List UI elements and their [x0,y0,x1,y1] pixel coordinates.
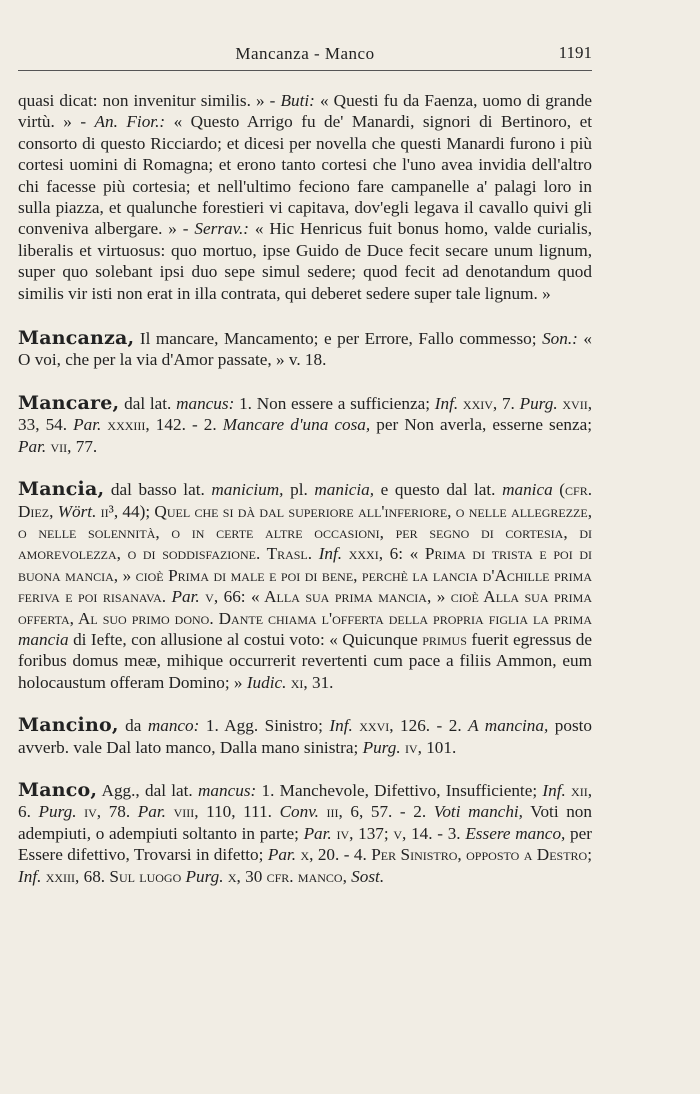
source-ref: Son.: [542,329,578,349]
source-ref: Purg. [519,393,558,413]
text-span: 1. Non essere a sufficienza; [234,393,435,413]
text-span: Agg., dal lat. [97,780,198,800]
continuation-paragraph [18,90,592,304]
entry-manco [18,780,592,887]
source-ref: Inf. [329,716,353,736]
text-span: pl. [283,480,315,500]
source-ref: Serrav.: [194,219,249,239]
text-span: fuerit egressus de foribus domus meæ, mihique occurrerit revertenti cum pace a filiis Ammon, eum holocaustum offeram Domino; » [18,629,592,692]
lemma-mancino: Mancino, [18,714,119,737]
source-ref: Purg. [362,737,401,757]
text-span: dal basso lat. [104,480,212,500]
small-caps-word: prima [553,608,592,628]
lemma-mancanza: Mancanza, [18,327,135,350]
phrase: mancia [18,629,69,649]
text-span: iv, 137; v, 14. - 3. [331,823,466,843]
text-span: xxiv, 7. [458,393,520,413]
text-span: x, 30 cfr. [223,866,298,886]
text-span: xvii, 33, 54. [18,393,592,435]
text-span: per Essere difettivo, Trovarsi in difetto; [18,823,593,865]
source-ref: Inf. [318,544,343,564]
text-span: e questo dal lat. [374,480,503,500]
etymon: manicia, [314,480,375,500]
text-span: xi, 31. [286,672,334,692]
text-span: (cfr. Diez, [18,480,592,521]
small-caps-word: primus [422,629,467,649]
text-span: « O voi, che per la via d'Amor passate, » v. 18. [18,329,592,370]
source-ref: Par. [267,845,297,865]
text-span: 1. Agg. Sinistro; [199,716,330,736]
source-ref: Sost. [351,866,385,886]
lemma-manco: Manco, [18,778,98,801]
text-span: quasi dicat: non invenitur similis. » - [18,91,281,110]
etymon: manco: [147,716,200,736]
etymon: mancus: [176,393,235,413]
etymon: manica [502,480,553,500]
source-ref: Par. [73,415,102,435]
text-span: iii, 6, 57. - 2. [318,802,434,822]
entry-mancanza [18,328,592,371]
text-span: « Hic Henricus fuit bonus homo, valde curialis, liberalis et virtuosus: quo mortuo, ipse Guido de Duce fecit secare unum lignum, super quo solebant ipsi duo sepe simul sedere; quod fecit ad denotandum quod similis vir isti non erat in illa contrata, qui deberet sedere super tale lignum. » [18,219,592,303]
phrase: Voti manchi, [433,802,523,822]
text-span: xxvi, 126. - 2. [352,716,469,736]
source-ref: Par. [171,587,200,607]
text-span: vii, 77. [46,436,98,456]
running-header [18,40,592,71]
text-span: da [118,716,148,736]
text-span: « Questi fu da Faenza, uomo di grande virtù. » - [18,91,592,132]
source-ref: Inf. [18,866,42,886]
text-span: 1. Manchevole, Difettivo, Insufficiente; [256,780,543,800]
text-span: v, 66: « Alla sua prima mancia, » cioè Alla sua prima offerta, Al suo primo dono. Dante chiama l'offerta della propria figlia la [18,587,592,628]
phrase: A mancina, [468,716,549,736]
text-span: iv, 78. [76,802,138,822]
text-span: di Iefte, con allusione al costui voto: « Quicunque [68,629,423,649]
source-ref: Par. [18,436,47,456]
text-span: xxxi, 6: « Prima di trista e poi di buona mancia, » cioè Prima di male e poi di bene, perchè la lancia d'Achille prima feriva e poi risanava. [18,544,592,607]
text-span: xxiii, 68. Sul luogo [41,866,186,886]
text-span: per Non averla, esserne senza; [370,415,592,435]
lemma-mancare: Mancare, [18,391,120,414]
etymon: mancus: [198,780,257,800]
entry-mancia [18,479,592,693]
source-ref: Iudic. [246,672,287,692]
entry-mancare [18,393,592,457]
lemma-mancia: Mancia, [18,478,105,501]
text-span: dal lat. [119,393,177,413]
text-span: posto avverb. vale Dal lato manco, Dalla mano sinistra; [18,716,592,757]
etymon: manicium, [211,480,284,500]
entry-mancino [18,715,592,758]
small-caps-word: manco, [297,866,347,886]
source-ref: Par. [137,802,166,822]
text-span: xii, 6. [18,780,592,822]
phrase: Essere manco, [465,823,566,843]
text-span: x, 20. - 4. Per Sinistro, opposto a Destro; [296,845,592,865]
text-span: Il mancare, Mancamento; e per Errore, Fallo commesso; [134,329,543,349]
phrase: Mancare d'una cosa, [222,415,371,435]
text-span: viii, 110, 111. [165,802,280,822]
source-ref: Buti: [280,91,315,110]
source-ref: Wört. [57,501,97,521]
source-ref: Purg. [38,802,77,822]
text-span: « Questo Arrigo fu de' Manardi, signori di Bertinoro, et consorto di questo Ricciardo; et dicesi per novella che questi Manardi furono i più cortesi uomini di Romagna; et erono tanto cortesi che l'uno avea invidia dell'altro chi facesse più cortesia; et nell'ultimo feciono fare campanelle a' palagi loro in sulla piazza, et qualunche forestieri vi capitava, dov'egli legava il cavallo quivi gli conveniva albergare. » - [18,112,593,239]
source-ref: Par. [303,823,332,843]
source-ref: An. Fior.: [94,112,166,132]
source-ref: Conv. [279,802,319,822]
text-span: Voti non adempiuti, o adempiuti soltanto in parte; [18,802,592,843]
source-ref: Inf. [434,393,459,413]
source-ref: Purg. [185,866,224,886]
source-ref: Inf. [542,780,566,800]
page-number: 1191 [558,43,592,62]
header-title: Mancanza - Manco [235,44,375,63]
body-text [18,90,592,887]
text-span: iv, 101. [400,737,457,757]
text-span: xxxiii, 142. - 2. [101,415,223,435]
text-span: ii³, 44); Quel che si dà dal superiore all'inferiore, o nelle allegrezze, o nelle solennità, o in certe altre occasioni, per segno di cortesia, di amorevolezza, o di soddisfazione. Trasl. [18,501,592,564]
